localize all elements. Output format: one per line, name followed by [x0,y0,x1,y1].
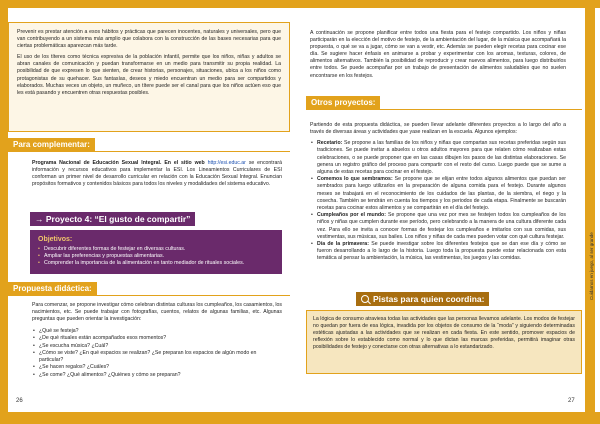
objective-item: • Descubrir diferentes formas de festejar en diversas culturas. [38,246,274,253]
coord-text: La lógica de consumo atraviesa todas las actividades que las personas llevamos adelante. Los modos de festejar no quedan por fuera de esa lógica, invadida por los objetos de consumo de la “moda” y siguiendo determinadas estéticas ajustadas a las actividades que se realizan en cada fiesta. En este sentido, promover espacios de reflexión sobre lo establecido como normal y lo que dictan las marcas preferidas, permitirá imaginar otras posibilidades de festejo y conectarse con otras alternativas a lo estandarizado. [313,316,575,351]
complement-rule [8,151,290,152]
didactic-text: Para comenzar, se propone investigar cómo celebran distintas culturas los cumpleaños, los casamientos, los nacimientos, etc. Se puede trabajar con fotografías, cuentos, relatos de algunas familias, etc. Algunas preguntas que pueden orientar la investigación: [32,302,282,323]
example-item [310,140,566,176]
example-title: Comemos lo que sembramos: [317,176,393,183]
side-caption: Cuidarnos en juego, al ser grande [589,232,594,300]
complement-rest: se encontrará información y recursos educativos para implementar la ESI. Los Lineamientos Curriculares de ESI conforman un primer nivel de desarrollo curricular en relación con la Educación Sexual Integral. Enuncian propósitos formativos y contenidos básicos para todos los niveles y modalidades del sistema educativo. [32,160,282,188]
objectives-title: Objetivos: [38,236,73,243]
didactic-heading: Propuesta didáctica: [8,282,97,295]
questions-list [32,328,282,378]
objectives-box [30,230,282,274]
example-text: Se propone que una vez por mes se festejen todos los cumpleaños de los niños y niñas que cumplen durante ese período, pero celebrando a la manera de una cultura diferente cada vez. Para ello se invita a conocer formas de festejar los cumpleaños e imitarlos con sus comidas, sus vestimentas, sus músicas, sus bailes. Los niños y niñas de cada mes pueden votar con qué cultura festejar. [317,212,566,240]
example-text: Se propone a las familias de los niños y niñas que compartan sus recetas preferidas según sus tradiciones. Se puede invitar a abuelos u otros adultos mayores para que relaten cómo realizaban estas celebraciones, o se puede proponer que en las casas dibujen los pasos de las distintas elaboraciones. Se genera un registro gráfico del proceso para compartir con el resto del curso. Luego puede que se sume a alguna de estas recetas para cocinar en el festejo. [317,140,566,175]
page-number-right: 27 [568,398,575,404]
complement-heading: Para complementar: [8,138,95,151]
others-block [310,122,566,263]
objective-item: • Ampliar las preferencias y propuestas alimentarias. [38,253,274,260]
didactic-block [32,302,282,379]
question-item: • ¿Se hacen regalos? ¿Cuáles? [32,364,282,371]
example-item [310,212,566,241]
question-item: • ¿Cómo se viste? ¿En qué espacios se realizan? ¿Se preparan los espacios de algún modo en particular? [32,350,282,364]
magnifier-icon [361,295,369,303]
complement-bold: Programa Nacional de Educación Sexual Integral. En el sitio web [32,160,205,166]
objective-item: • Comprender la importancia de la alimentación en tanto mediador de rituales sociales. [38,260,274,267]
others-intro: Partiendo de esta propuesta didáctica, se pueden llevar adelante diferentes proyectos a lo largo del año a través de diversas áreas y actividades que yase realizan en la escuela. Algunos ejemplos: [310,122,566,136]
right-intro-block [310,30,566,80]
question-item: • ¿De qué rituales están acompañados esos momentos? [32,335,282,342]
gutter [290,8,306,412]
intro-paragraph-1: Prevenir es prestar atención a esos hábitos y prácticas que parecen inocentes, naturales y universales, pero que van contribuyendo a un sistema más amplio que colabora con la construcción de las bases necesarias para que ciertas problemáticas aparezcan más tarde. [17,29,281,50]
left-page [8,8,290,412]
coord-heading [356,292,489,306]
page-number-left: 26 [16,398,23,404]
examples-list [310,140,566,262]
intro-paragraph-2: El uso de los títeres como técnica expresiva de la población infantil, permite que los niños, niñas y adultos se abran canales de comunicación y puedan transformarse en un medio para transmitir su propia realidad. La posibilidad de que expresen lo que sienten, de crear historias, personajes, situaciones, ubica a los niños como protagonistas de su quehacer. Sus fantasías, deseos y miedo encuentran un medio para ser compartidos y elaborados. Muchas veces un objeto, un muñeco, un títere puede ser el canal para que los niños actúen eso que les está pasando y encuentren otras respuestas posibles. [17,54,281,96]
example-item [310,176,566,212]
complement-text [32,160,282,188]
coord-box [306,310,582,374]
example-text: Se propone que se elijan entre todos algunos alimentos que puedan ser sembrados para luego utilizarlos en la preparación de alguna comida para el festejo. Durante algunos meses se trabajará en el reconocimiento de los cuidados de las plantas, de la siembra, el riego y la cosecha. También se tendrán en cuenta los tiempos y los periodos de cada etapa. Finalmente se buscarán recetas para cocinar estos alimentos y se compartirán en el día del festejo. [317,176,566,212]
question-item: • ¿Qué se festeja? [32,328,282,335]
intro-box [8,22,290,132]
complement-block [32,160,282,188]
example-title: Día de la primavera: [317,241,369,248]
side-band [585,8,595,412]
others-heading: Otros proyectos: [306,96,380,109]
example-title: Cumpleaños por el mundo: [317,212,386,219]
question-item: • ¿Se come? ¿Qué alimentos? ¿Quiénes y cómo se preparan? [32,372,282,379]
others-rule [306,109,582,110]
right-intro-text: A continuación se propone planificar entre todos una fiesta para el festejo compartido. Los niños y niñas participarán en la elección del motivo de festejo, de la ambientación del lugar, de la música que acompañará la propuesta, o qué se va a jugar, cómo se van a vestir, etc. Además se pueden elegir recetas para cocinar ese día. Se sugiere hacer énfasis en animarse a probar y experimentar con los aromas, texturas, colores, de alimentos alternativos. También la posibilidad de reproducir y crear nuevos alimentos, para luego distribuirlos entre todos. Se puede acompañar por un trabajo de presentación de alimentos saludables que no suelen encontrarse en los festejos. [310,30,566,79]
example-text: Se puede investigar sobre los diferentes festejos que se dan ese día y cómo se fueron desarrollando a lo largo de la historia. Luego toda la propuesta puede estar relacionada con esta temática al pensar la ambientación, la música, las vestimentas, los juegos y las comidas. [317,241,566,262]
example-item [310,241,566,263]
example-title: Recetario: [317,140,343,147]
project-heading: → Proyecto 4: “El gusto de compartir” [30,212,195,226]
coord-heading-label: Pistas para quien coordina: [373,294,485,304]
objectives-list [38,246,274,266]
question-item: • ¿Se escucha música? ¿Cuál? [32,343,282,350]
right-page [306,8,582,412]
complement-link[interactable]: http://esi.educ.ar [207,160,246,166]
didactic-rule [8,295,290,296]
